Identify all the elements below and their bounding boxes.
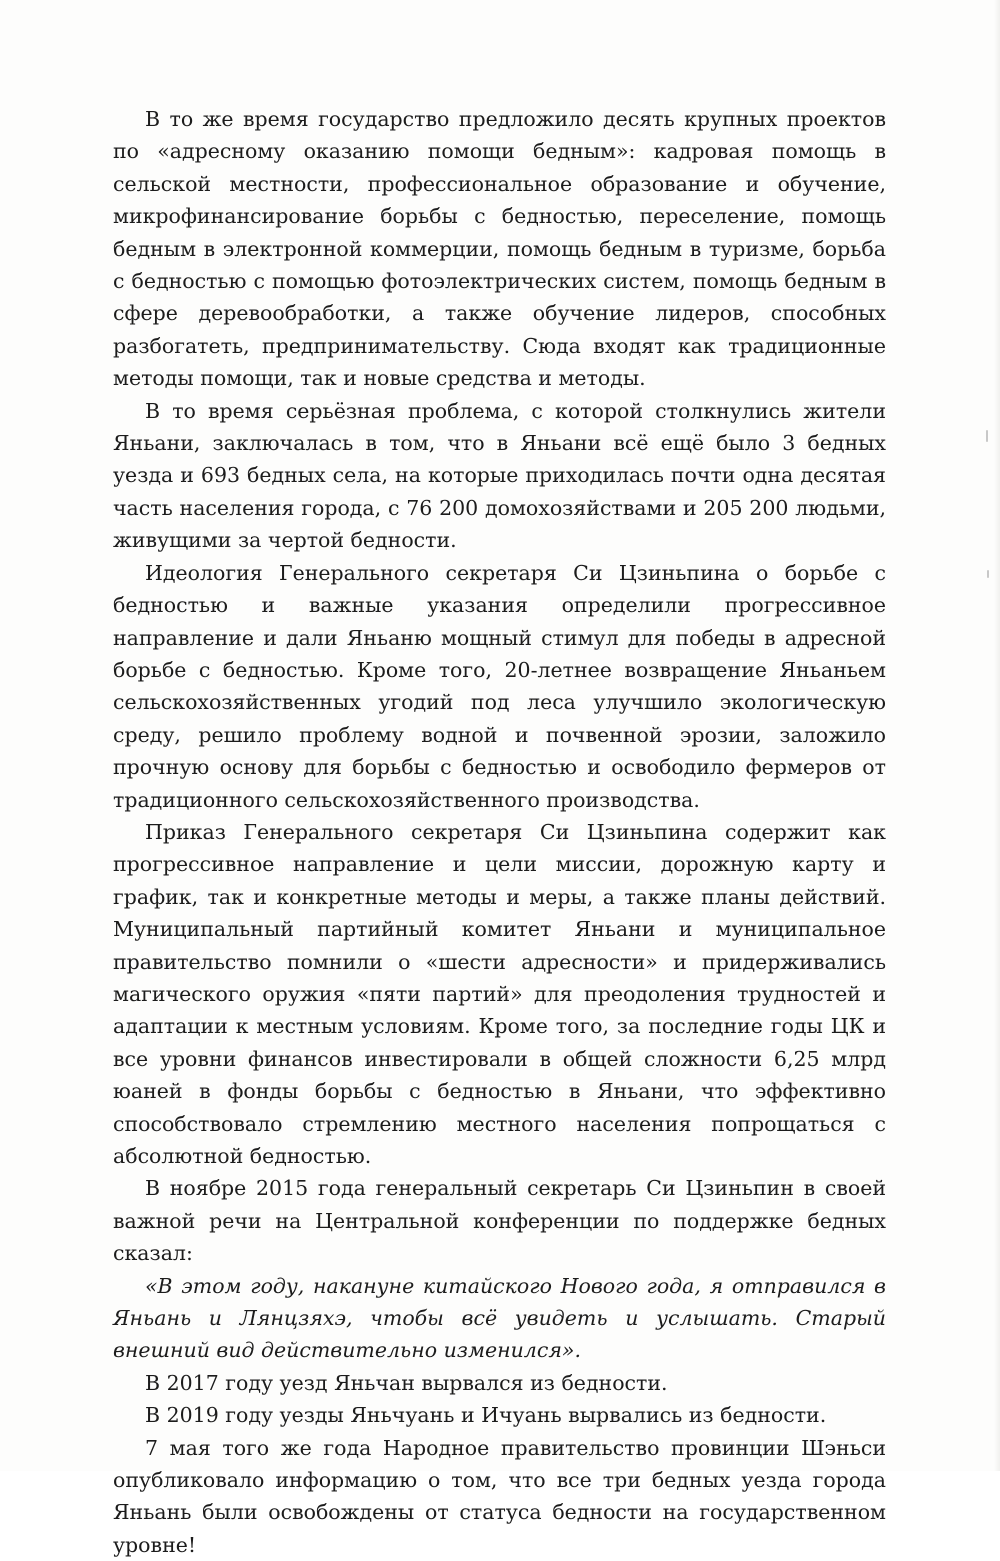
scan-speck — [986, 430, 988, 442]
paragraph-order: Приказ Генерального секретаря Си Цзиньпина содержит как прогрессивное направление и цели миссии, дорожную карту и график, так и конкретные методы и меры, а также планы действий. Муниципальный партийный комитет Яньани и муниципальное правительство помнили о «шести адресности» и придерживались магического оружия «пяти партий» для преодоления трудностей и адаптации к местным условиям. Кроме того, за последние годы ЦК и все уровни финансов инвестировали в общей сложности 6,25 млрд юаней в фонды борьбы с бедностью в Яньани, что эффективно способствовало стремлению местного населения попрощаться с абсолютной бедностью. — [113, 819, 886, 1168]
paragraph-ideology: Идеология Генерального секретаря Си Цзиньпина о борьбе с бедностью и важные указания определили прогрессивное направление и дали Яньаню мощный стимул для победы в адресной борьбе с бедностью. Кроме того, 20-летнее возвращение Яньаньем сельскохозяйственных угодий под леса улучшило экологическую среду, решило проблему водной и почвенной эрозии, заложило прочную основу для борьбы с бедностью и освободило фермеров от традиционного сельскохозяйственного производства. — [113, 560, 886, 812]
paragraph-2019: В 2019 году уезды Яньчуань и Ичуань вырвались из бедности. — [145, 1403, 827, 1428]
paragraph-may-7: 7 мая того же года Народное правительство провинции Шэньси опубликовало информацию о том, что все три бедных уезда города Яньань были освобождены от статуса бедности на государственном уровне! — [113, 1435, 886, 1557]
page-edge-shadow — [994, 0, 1000, 1471]
paragraph-november-2015: В ноябре 2015 года генеральный секретарь Си Цзиньпин в своей важной речи на Центральной конференции по поддержке бедных сказал: — [113, 1176, 886, 1266]
paragraph-quote: «В этом году, накануне китайского Нового года, я отправился в Яньань и Лянцзяхэ, чтобы всё увидеть и услышать. Старый внешний вид действительно изменился». — [113, 1273, 886, 1363]
paragraph-ten-projects: В то же время государство предложило десять крупных проектов по «адресному оказанию помощи бедным»: кадровая помощь в сельской местности, профессиональное образование и обучение, микрофинансирование борьбы с бедностью, переселение, помощь бедным в электронной коммерции, помощь бедным в туризме, борьба с бедностью с помощью фотоэлектрических систем, помощь бедным в сфере деревообработки, а также обучение лидеров, способных разбогатеть, предпринимательству. Сюда входят как традиционные методы помощи, так и новые средства и методы. — [113, 107, 886, 391]
scan-speck — [987, 570, 989, 578]
body-text — [113, 103, 886, 1561]
paragraph-2017: В 2017 году уезд Яньчан вырвался из бедности. — [145, 1370, 668, 1395]
paragraph-yanan-problem: В то время серьёзная проблема, с которой столкнулись жители Яньани, заключалась в том, что в Яньани всё ещё было 3 бедных уезда и 693 бедных села, на которые приходилась почти одна десятая часть населения города, с 76 200 домохозяйствами и 205 200 людьми, живущими за чертой бедности. — [113, 398, 886, 553]
